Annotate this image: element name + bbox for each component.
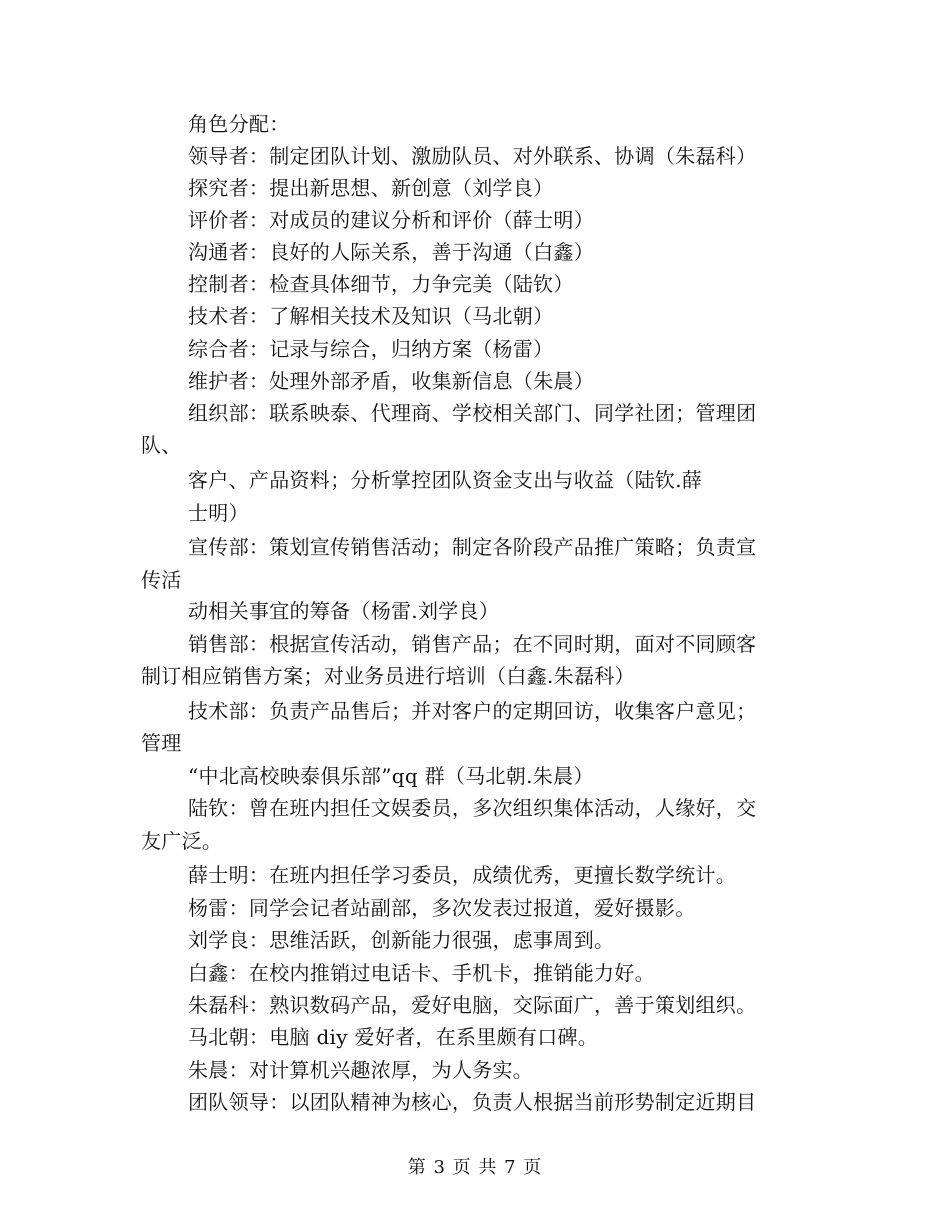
text-line: 客户、产品资料；分析掌控团队资金支出与收益（陆钦.薛 [188,468,703,492]
text-line: 销售部：根据宣传活动，销售产品；在不同时期，面对不同顾客 [188,632,757,656]
text-line: 综合者：记录与综合，归纳方案（杨雷） [188,337,554,361]
text-line: 动相关事宜的筹备（杨雷.刘学良） [188,599,500,623]
page-number-footer: 第 3 页 共 7 页 [407,1157,543,1178]
text-line: 宣传部：策划宣传销售活动；制定各阶段产品推广策略；负责宣 [188,535,757,559]
text-line: 领导者：制定团队计划、激励队员、对外联系、协调（朱磊科） [188,144,757,168]
text-line: 角色分配： [188,112,290,136]
text-line: 团队领导：以团队精神为核心，负责人根据当前形势制定近期目 [188,1090,757,1114]
text-line: 传活 [141,568,182,592]
text-line: 沟通者：良好的人际关系，善于沟通（白鑫） [188,240,594,264]
text-line: 管理 [141,731,182,755]
text-line: 朱磊科：熟识数码产品，爱好电脑，交际面广，善于策划组织。 [188,993,757,1017]
text-line: “中北高校映泰俱乐部”qq 群（马北朝.朱晨） [188,764,594,788]
text-line: 友广泛。 [141,829,223,853]
text-line: 评价者：对成员的建议分析和评价（薛士明） [188,208,594,232]
text-line: 朱晨：对计算机兴趣浓厚，为人务实。 [188,1058,534,1082]
text-line: 马北朝：电脑 diy 爱好者，在系里颇有口碑。 [188,1025,599,1049]
text-line: 白鑫：在校内推销过电话卡、手机卡，推销能力好。 [188,961,655,985]
text-line: 技术者：了解相关技术及知识（马北朝） [188,304,554,328]
text-line: 技术部：负责产品售后；并对客户的定期回访，收集客户意见； [188,699,757,723]
text-line: 组织部：联系映泰、代理商、学校相关部门、同学社团；管理团 [188,401,757,425]
text-line: 制订相应销售方案；对业务员进行培训（白鑫.朱磊科） [141,664,635,688]
text-line: 队、 [141,433,182,457]
text-line: 刘学良：思维活跃，创新能力很强，虑事周到。 [188,928,615,952]
text-line: 杨雷：同学会记者站副部，多次发表过报道，爱好摄影。 [188,896,696,920]
text-line: 士明） [188,501,249,525]
text-line: 薛士明：在班内担任学习委员，成绩优秀，更擅长数学统计。 [188,863,737,887]
text-line: 维护者：处理外部矛盾，收集新信息（朱晨） [188,369,594,393]
text-line: 控制者：检查具体细节，力争完美（陆钦） [188,272,574,296]
text-line: 陆钦：曾在班内担任文娱委员，多次组织集体活动，人缘好，交 [188,796,757,820]
text-line: 探究者：提出新思想、新创意（刘学良） [188,176,554,200]
